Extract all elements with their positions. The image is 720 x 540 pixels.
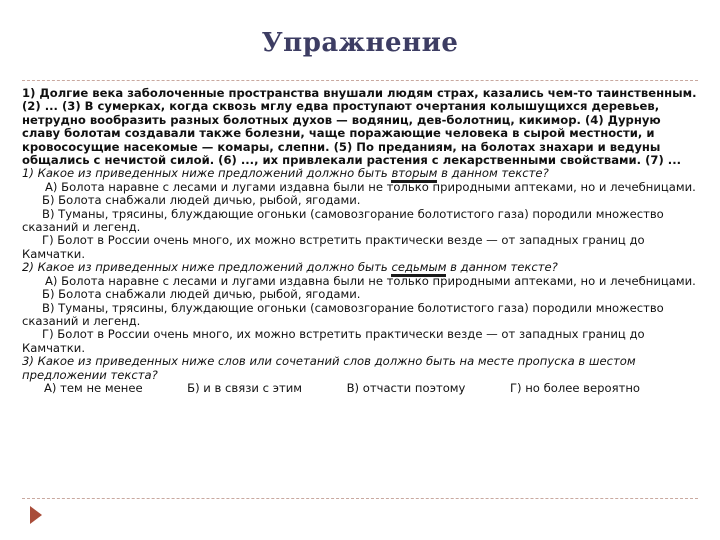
question-1-text-end: в данном тексте?	[437, 166, 549, 181]
question-3-option-a: А) тем не менее	[44, 380, 143, 395]
question-1-option-c: В) Туманы, трясины, блуждающие огоньки (самовозгорание болотистого газа) породили множество сказаний и легенд.	[22, 206, 664, 235]
page-title: Упражнение	[261, 28, 459, 58]
question-1-option-d: Г) Болот в России очень много, их можно встретить практически везде — от западных границ до Камчатки.	[22, 233, 645, 261]
question-3-option-c: В) отчасти поэтому	[346, 380, 466, 395]
question-2-option-a: А) Болота наравне с лесами и лугами издавна были не только природными аптеками, но и лечебницами.	[45, 273, 696, 288]
question-1-highlight: вторым	[391, 166, 437, 183]
question-1-text: 1) Какое из приведенных ниже предложений должно быть	[22, 166, 392, 181]
question-2-option-d: Г) Болот в России очень много, их можно встретить практически везде — от западных границ до Камчатки.	[22, 327, 645, 355]
exercise-body	[22, 87, 698, 395]
question-1-option-a: А) Болота наравне с лесами и лугами издавна были не только природными аптеками, но и лечебницами.	[45, 179, 696, 194]
question-3-options	[22, 382, 698, 395]
triangle-arrow-icon	[30, 506, 42, 524]
question-3-option-d: Г) но более вероятно	[509, 380, 640, 395]
question-3: 3) Какое из приведенных ниже слов или сочетаний слов должно быть на месте пропуска в шестом предложении текста?	[22, 354, 636, 382]
question-2	[22, 261, 698, 274]
bottom-divider	[22, 498, 698, 499]
question-2-text-end: в данном тексте?	[446, 260, 558, 275]
question-3-option-b: Б) и в связи с этим	[187, 380, 303, 395]
question-2-text: 2) Какое из приведенных ниже предложений должно быть	[22, 260, 392, 275]
question-2-option-b: Б) Болота снабжали людей дичью, рыбой, ягодами.	[42, 287, 361, 302]
question-2-highlight: седьмым	[391, 260, 446, 277]
top-divider	[22, 80, 698, 81]
question-1-option-b: Б) Болота снабжали людей дичью, рыбой, ягодами.	[42, 193, 361, 208]
question-1	[22, 167, 698, 180]
question-2-option-c: В) Туманы, трясины, блуждающие огоньки (самовозгорание болотистого газа) породили множество сказаний и легенд.	[22, 300, 664, 328]
source-text: 1) Долгие века заболоченные пространства внушали людям страх, казались чем-то таинственным. (2) ... (3) В сумерках, когда сквозь мглу едва проступают очертания колышущихся деревьев, нетрудно вообразить разных болотных духов — водяниц, дев-болотниц, кикимор. (4) Дурную славу болотам создавали также болезни, чаще поражающие человека в сырой местности, и кровососущие насекомые — комары, слепни. (5) По преданиям, на болотах знахари и ведуны общались с нечистой силой. (6) ..., их привлекали растения с лекарственными свойствами. (7) ...	[22, 86, 697, 168]
